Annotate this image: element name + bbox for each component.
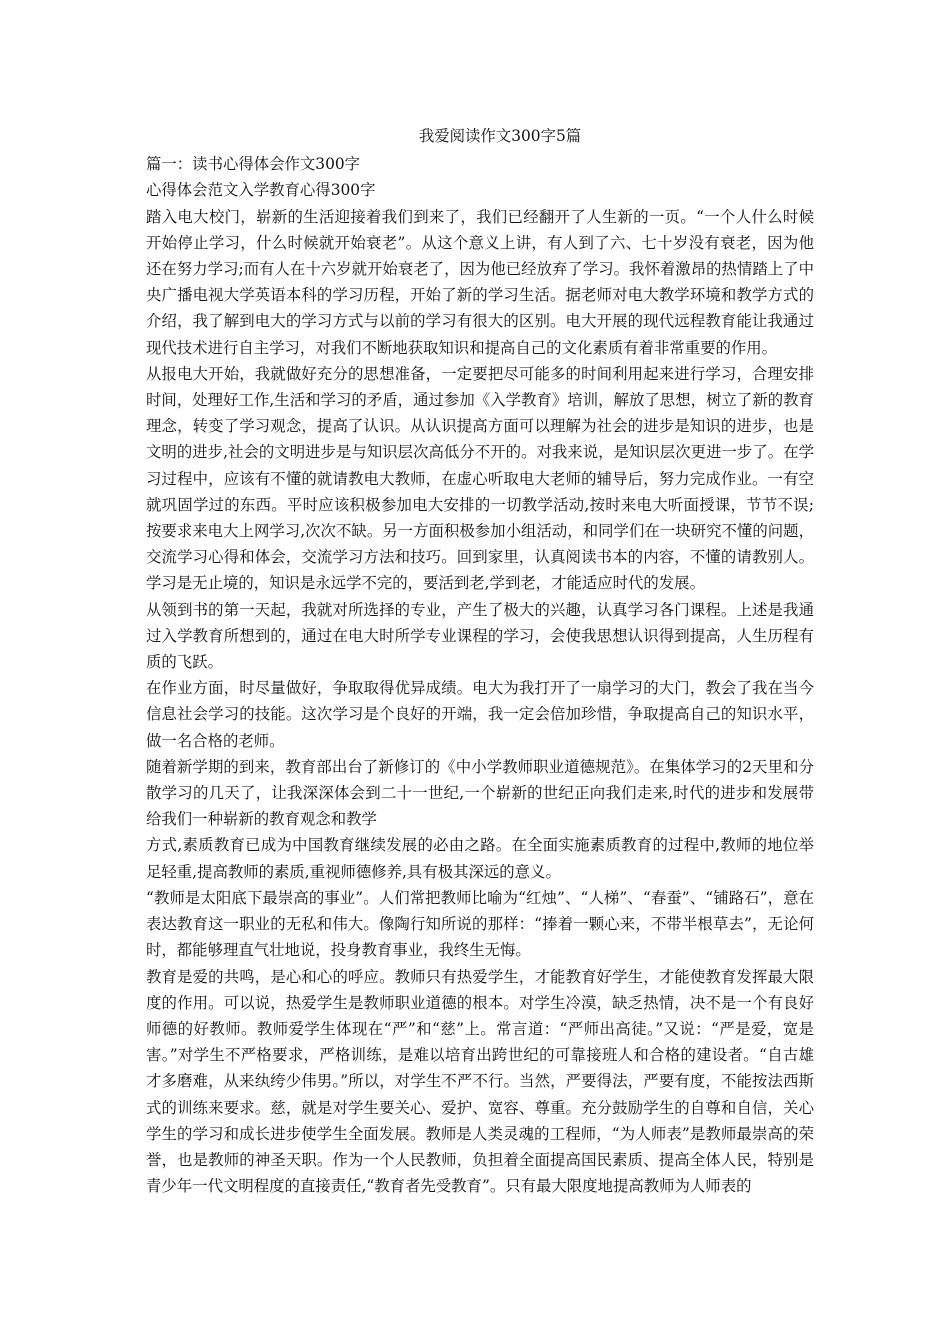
- section-subheading: 心得体会范文入学教育心得300字: [146, 181, 376, 200]
- document-page: [146, 123, 814, 1199]
- paragraph: 踏入电大校门，崭新的生活迎接着我们到来了，我们已经翻开了人生新的一页。“一个人什么时候开始停止学习，什么时候就开始衰老”。从这个意义上讲，有人到了六、七十岁没有衰老，因为他还在努力学习;而有人在十六岁就开始衰老了，因为他已经放弃了学习。我怀着激昂的热情踏上了中央广播电视大学英语本科的学习历程，开始了新的学习生活。据老师对电大教学环境和教学方式的介绍，我了解到电大的学习方式与以前的学习有很大的区别。电大开展的现代远程教育能让我通过现代技术进行自主学习，对我们不断地获取知识和提高自己的文化素质有着非常重要的作用。: [146, 207, 814, 357]
- paragraph: “教师是太阳底下最崇高的事业”。人们常把教师比喻为“红烛”、“人梯”、“春蚕”、“铺路石”，意在表达教育这一职业的无私和伟大。像陶行知所说的那样：“捧着一颗心来，不带半根草去”，无论何时，都能够理直气壮地说，投身教育事业，我终生无悔。: [146, 888, 814, 960]
- paragraph: 教育是爱的共鸣，是心和心的呼应。教师只有热爱学生，才能教育好学生，才能使教育发挥最大限度的作用。可以说，热爱学生是教师职业道德的根本。对学生冷漠，缺乏热情，决不是一个有良好师德的好教师。教师爱学生体现在“严”和“慈”上。常言道：“严师出高徒。”又说：“严是爱，宽是害。”对学生不严格要求，严格训练，是难以培育出跨世纪的可靠接班人和合格的建设者。“自古雄才多磨难，从来纨绔少伟男。”所以，对学生不严不行。当然，严要得法，严要有度，不能按法西斯式的训练来要求。慈，就是对学生要关心、爱护、宽容、尊重。充分鼓励学生的自尊和自信，关心学生的学习和成长进步使学生全面发展。教师是人类灵魂的工程师，“为人师表”是教师最崇高的荣誉，也是教师的神圣天职。作为一个人民教师，负担着全面提高国民素质、提高全体人民，特别是青少年一代文明程度的直接责任,“教育者先受教育”。只有最大限度地提高教师为人师表的: [146, 967, 814, 1196]
- paragraph: 随着新学期的到来，教育部出台了新修订的《中小学教师职业道德规范》。在集体学习的2天里和分散学习的几天了，让我深深体会到二十一世纪,一个崭新的世纪正向我们走来,时代的进步和发展带给我们一种崭新的教育观念和教学: [146, 757, 814, 829]
- paragraph: 从领到书的第一天起，我就对所选择的专业，产生了极大的兴趣，认真学习各门课程。上述是我通过入学教育所想到的，通过在电大时所学专业课程的学习，会使我思想认识得到提高，人生历程有质的飞跃。: [146, 600, 814, 672]
- paragraph: 从报电大开始，我就做好充分的思想准备，一定要把尽可能多的时间利用起来进行学习，合理安排时间，处理好工作,生活和学习的矛盾，通过参加《入学教育》培训，解放了思想，树立了新的教育理念，转变了学习观念，提高了认识。从认识提高方面可以理解为社会的进步是知识的进步，也是文明的进步,社会的文明进步是与知识层次高低分不开的。对我来说，是知识层次更进一步了。在学习过程中，应该有不懂的就请教电大教师，在虚心听取电大老师的辅导后，努力完成作业。一有空就巩固学过的东西。平时应该积极参加电大安排的一切教学活动,按时来电大听面授课，节节不误;按要求来电大上网学习,次次不缺。另一方面积极参加小组活动，和同学们在一块研究不懂的问题，交流学习心得和体会，交流学习方法和技巧。回到家里，认真阅读书本的内容，不懂的请教别人。学习是无止境的，知识是永远学不完的，要活到老,学到老，才能适应时代的发展。: [146, 364, 814, 593]
- section-heading: 篇一：读书心得体会作文300字: [146, 155, 361, 174]
- paragraph: 方式,素质教育已成为中国教育继续发展的必由之路。在全面实施素质教育的过程中,教师的地位举足轻重,提高教师的素质,重视师德修养,具有极其深远的意义。: [146, 836, 814, 881]
- paragraph: 在作业方面，时尽量做好，争取取得优异成绩。电大为我打开了一扇学习的大门，教会了我在当今信息社会学习的技能。这次学习是个良好的开端，我一定会倍加珍惜，争取提高自己的知识水平，做一名合格的老师。: [146, 679, 814, 750]
- document-title: 我爱阅读作文300字5篇: [418, 127, 582, 145]
